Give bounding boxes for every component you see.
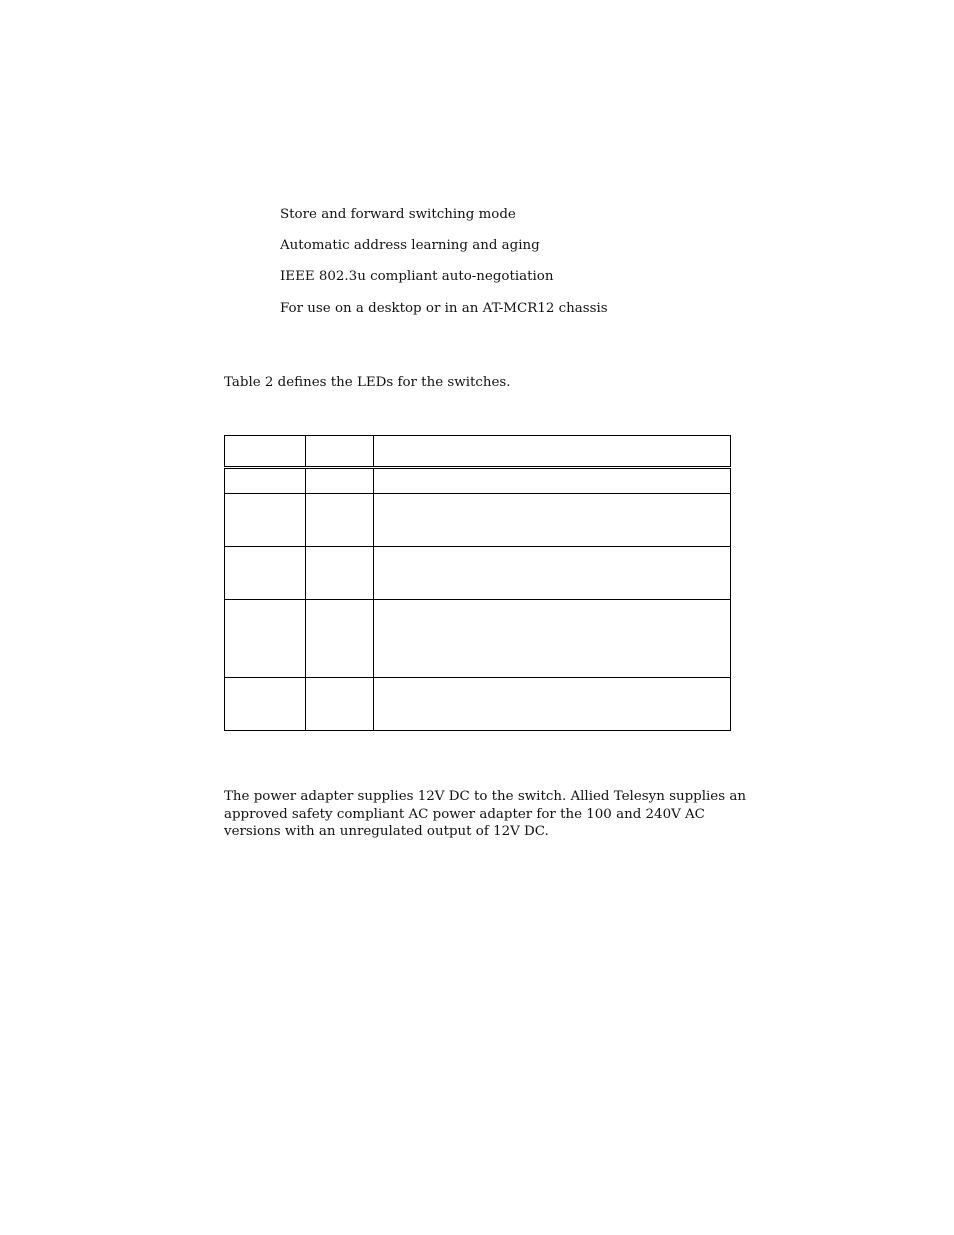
table-cell <box>306 436 374 468</box>
table-cell <box>306 494 374 547</box>
paragraph-line: versions with an unregulated output of 12V DC. <box>224 824 549 840</box>
table-cell <box>225 547 306 600</box>
list-item: For use on a desktop or in an AT-MCR12 chassis <box>280 300 608 316</box>
table-cell <box>374 600 731 678</box>
power-adapter-paragraph <box>224 788 746 841</box>
table-cell <box>374 547 731 600</box>
table-row <box>225 678 731 731</box>
table-cell <box>225 494 306 547</box>
table-header-row <box>225 436 731 468</box>
table-cell <box>306 600 374 678</box>
table-row <box>225 468 731 494</box>
list-item: IEEE 802.3u compliant auto-negotiation <box>280 269 554 285</box>
table-cell <box>225 678 306 731</box>
table-cell <box>225 468 306 494</box>
table-cell <box>225 600 306 678</box>
table-row <box>225 600 731 678</box>
table-cell <box>374 494 731 547</box>
table-cell <box>374 468 731 494</box>
led-table <box>224 435 731 731</box>
table-row <box>225 547 731 600</box>
table-cell <box>306 678 374 731</box>
table-cell <box>225 436 306 468</box>
table-row <box>225 494 731 547</box>
paragraph-line: approved safety compliant AC power adapter for the 100 and 240V AC <box>224 806 705 822</box>
table-cell <box>306 468 374 494</box>
table-cell <box>306 547 374 600</box>
paragraph-line: The power adapter supplies 12V DC to the switch. Allied Telesyn supplies an <box>224 789 746 804</box>
list-item: Automatic address learning and aging <box>280 238 540 254</box>
feature-list <box>280 206 608 331</box>
table-cell <box>374 436 731 468</box>
table-cell <box>374 678 731 731</box>
led-table-intro: Table 2 defines the LEDs for the switches. <box>224 375 511 390</box>
list-item: Store and forward switching mode <box>280 207 516 222</box>
